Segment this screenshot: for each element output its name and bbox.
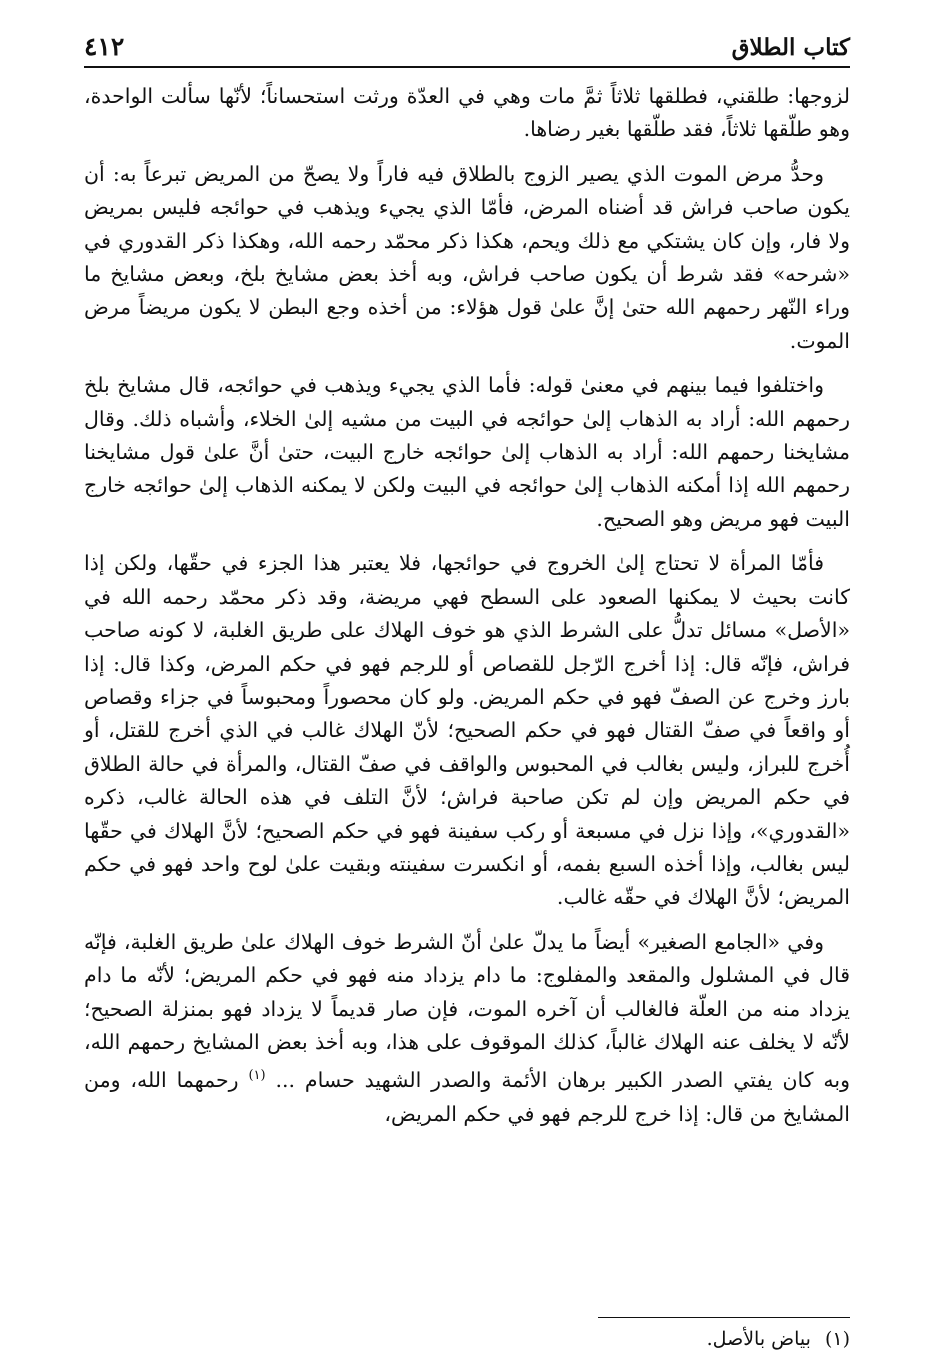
page-number: ٤١٢ xyxy=(84,32,125,61)
footnote-text: بياض بالأصل. xyxy=(706,1328,811,1350)
page-header xyxy=(84,32,850,68)
footnote xyxy=(707,1325,850,1353)
paragraph-2: وحدُّ مرض الموت الذي يصير الزوج بالطلاق فيه فاراً ولا يصحّ من المريض تبرعاً به: أن يكون صاحب فراش قد أضناه المرض، فأمّا الذي يجيء ويذهب في حوائجه فليس بمريض ولا فار، وإن كان يشتكي مع ذلك ويحم، هكذا ذكر محمّد رحمه الله، وهكذا ذكر القدوري في «شرحه» فقد شرط أن يكون صاحب فراش، وبه أخذ بعض مشايخ بلخ، وبعض مشايخ ما وراء النّهر رحمهم الله حتىٰ إنَّ علىٰ قول هؤلاء: من أخذه وجع البطن لا يكون مريضاً مرض الموت. xyxy=(84,161,850,353)
paragraph-5-text-a: وفي «الجامع الصغير» أيضاً ما يدلّ علىٰ أنّ الشرط خوف الهلاك علىٰ طريق الغلبة، فإنّه قال في المشلول والمقعد والمفلوج: ما دام يزداد منه فهو في حكم المريض؛ لأنّه ما دام يزداد منه من العلّة فالغالب أن آخره الموت، فإن صار قديماً لا يزداد فهو بمنزلة الصحيح؛ لأنّه لا يخلف عنه الهلاك غالباً، كذلك الموقوف على هذا، وبه أخذ بعض المشايخ رحمهم الله، وبه كان يفتي الصدر الكبير برهان الأئمة والصدر الشهيد حسام ... xyxy=(84,929,850,1093)
paragraph-5 xyxy=(84,926,850,1131)
paragraph-4: فأمّا المرأة لا تحتاج إلىٰ الخروج في حوائجها، فلا يعتبر هذا الجزء في حقّها، ولكن إذا كانت بحيث لا يمكنها الصعود على السطح فهي مريضة، وقد ذكر محمّد رحمه الله في «الأصل» مسائل تدلُّ على الشرط الذي هو خوف الهلاك على طريق الغلبة، لا كونه صاحب فراش، فإنّه قال: إذا أخرج الرّجل للقصاص أو للرجم فهو في حكم المرض، وكذا قال: إذا بارز وخرج عن الصفّ فهو في حكم المريض. ولو كان محصوراً ومحبوساً في جزاء وقصاص أو واقعاً في صفّ القتال فهو في حكم الصحيح؛ لأنّ الهلاك غالب في الذي أخرج للقتل، أو أُخرج للبراز، وليس بغالب في المحبوس والواقف في صفّ القتال، والمرأة في حالة الطلاق في حكم المريض وإن لم تكن صاحبة فراش؛ لأنَّ التلف في هذه الحالة غالب، ذكره «القدوري»، وإذا نزل في مسبعة أو ركب سفينة فهو في حكم الصحيح؛ لأنَّ الهلاك في حقّها ليس بغالب، وإذا أخذه السبع بفمه، أو انكسرت سفينته وبقيت علىٰ لوح واحد فهو في حكم المريض؛ لأنَّ الهلاك في حقّه غالب. xyxy=(84,551,850,910)
footnote-reference: (١) xyxy=(248,1068,266,1084)
footnote-divider xyxy=(598,1317,850,1318)
chapter-title: كتاب الطلاق xyxy=(731,34,850,61)
main-text xyxy=(84,80,850,1131)
paragraph-5-text-b: رحمهما الله، ومن المشايخ من قال: إذا خرج للرجم فهو في حكم المريض، xyxy=(84,1068,850,1126)
footnote-number: (١) xyxy=(824,1328,850,1350)
paragraph-3: واختلفوا فيما بينهم في معنىٰ قوله: فأما الذي يجيء ويذهب في حوائجه، قال مشايخ بلخ رحمهم الله: أراد به الذهاب إلىٰ حوائجه في البيت من مشيه إلىٰ الخلاء، وأشباه ذلك. وقال مشايخنا رحمهم الله: أراد به الذهاب إلىٰ حوائجه خارج البيت، حتىٰ أنَّ علىٰ قول مشايخنا رحمهم الله إذا أمكنه الذهاب إلىٰ حوائجه في البيت ولكن لا يمكنه الذهاب إلىٰ حوائجه خارج البيت فهو مريض وهو الصحيح. xyxy=(84,373,850,531)
paragraph-1: لزوجها: طلقني، فطلقها ثلاثاً ثمَّ مات وهي في العدّة ورثت استحساناً؛ لأنّها سألت الواحدة، وهو طلّقها ثلاثاً، فقد طلّقها بغير رضاها. xyxy=(84,84,850,142)
